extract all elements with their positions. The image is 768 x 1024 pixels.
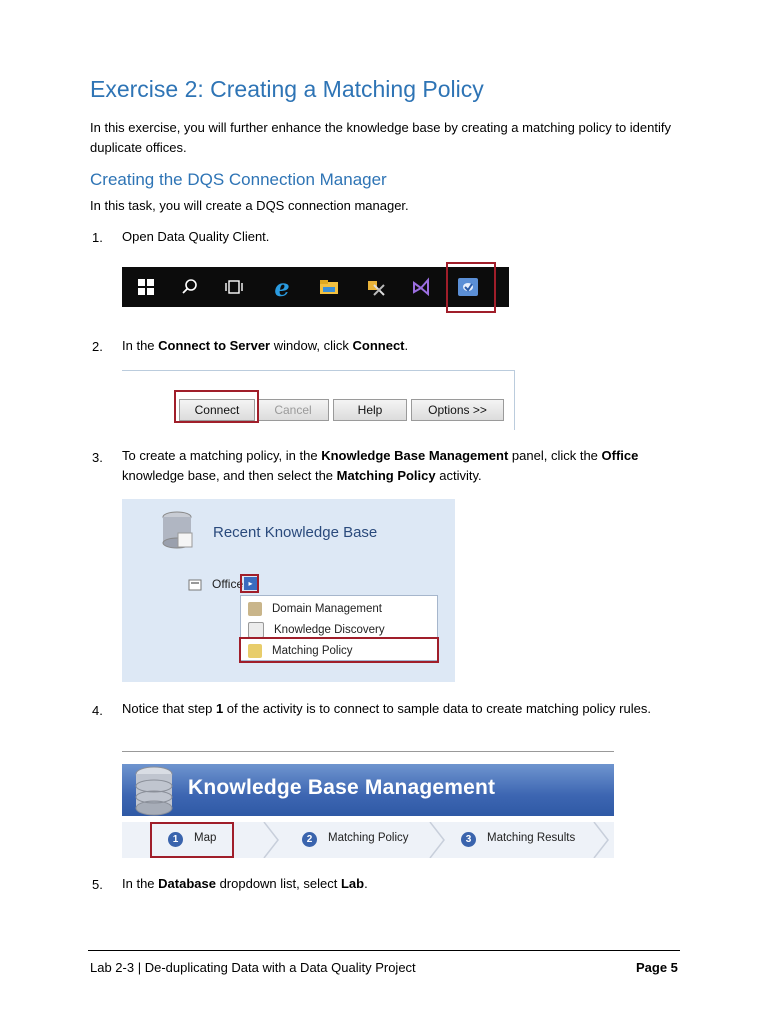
step-4-number: 4.: [92, 703, 103, 718]
file-explorer-icon[interactable]: [317, 275, 341, 299]
search-icon[interactable]: [178, 275, 202, 299]
kb-management-banner: [122, 764, 614, 816]
step-1-text: Open Data Quality Client.: [122, 229, 270, 244]
step-2-number: 2.: [92, 339, 103, 354]
task-intro: In this task, you will create a DQS connection manager.: [90, 198, 409, 213]
document-icon: [248, 622, 264, 638]
step-matching-policy-label[interactable]: Matching Policy: [328, 832, 409, 844]
intro-paragraph: In this exercise, you will further enhance the knowledge base by creating a matching policy to identify duplicate offices.: [90, 120, 671, 155]
step-2-circle: 2: [302, 832, 317, 847]
menu-item-knowledge-discovery[interactable]: Knowledge Discovery: [241, 619, 437, 640]
kb-dropdown-arrow-icon[interactable]: ▸: [244, 577, 257, 590]
recent-kb-title: Recent Knowledge Base: [213, 524, 378, 541]
step-3-circle: 3: [461, 832, 476, 847]
map-step-highlight-box: [150, 822, 234, 858]
step-divider-icon: [262, 822, 282, 858]
database-icon: [160, 511, 194, 556]
menu-item-domain-management[interactable]: Domain Management: [241, 598, 437, 619]
kb-management-title: Knowledge Base Management: [188, 776, 496, 799]
step-5-number: 5.: [92, 877, 103, 892]
kb-item-icon: [188, 578, 202, 596]
exercise-title: Exercise 2: Creating a Matching Policy: [90, 76, 484, 102]
matching-policy-highlight-box: [239, 637, 439, 663]
step-2-text: In the Connect to Server window, click Connect.: [122, 338, 409, 353]
gear-icon: [248, 602, 262, 616]
kb-item-office[interactable]: Office: [212, 577, 244, 591]
visual-studio-icon[interactable]: [409, 275, 433, 299]
windows-start-icon[interactable]: [134, 275, 158, 299]
step-matching-results-label[interactable]: Matching Results: [487, 832, 576, 844]
footer-lab-title: Lab 2-3 | De-duplicating Data with a Data Quality Project: [90, 960, 416, 975]
step-3-text: To create a matching policy, in the Knowledge Base Management panel, click the Office knowledge base, and then select the Matching Policy activity.: [122, 448, 639, 483]
kb-arrow-highlight-box: [240, 574, 259, 593]
step-map-label[interactable]: Map: [194, 832, 217, 844]
recent-knowledge-base-panel: [122, 499, 455, 682]
taskbar-highlight-box: [446, 262, 496, 313]
help-button[interactable]: Help: [333, 399, 407, 421]
step-5-text: In the Database dropdown list, select Lab.: [122, 876, 368, 891]
section-title: Creating the DQS Connection Manager: [90, 170, 387, 189]
sql-tools-icon[interactable]: [364, 275, 388, 299]
connect-button[interactable]: Connect: [179, 399, 255, 421]
connect-highlight-box: [174, 390, 259, 423]
step-3-number: 3.: [92, 450, 103, 465]
step-1-circle: 1: [168, 832, 183, 847]
footer-divider: [88, 950, 680, 951]
step-4-text: Notice that step 1 of the activity is to connect to sample data to create matching policy rules.: [122, 701, 651, 716]
kb-management-screenshot: [122, 751, 614, 858]
step-divider-icon: [592, 822, 612, 858]
task-view-icon[interactable]: [222, 275, 246, 299]
menu-item-matching-policy[interactable]: Matching Policy: [241, 640, 437, 661]
step-1-number: 1.: [92, 230, 103, 245]
footer-page-number: Page 5: [636, 960, 678, 975]
internet-explorer-icon[interactable]: e: [274, 272, 290, 302]
cancel-button[interactable]: Cancel: [257, 399, 329, 421]
step-divider-icon: [428, 822, 448, 858]
options-button[interactable]: Options >>: [411, 399, 504, 421]
database-icon: [132, 766, 176, 816]
